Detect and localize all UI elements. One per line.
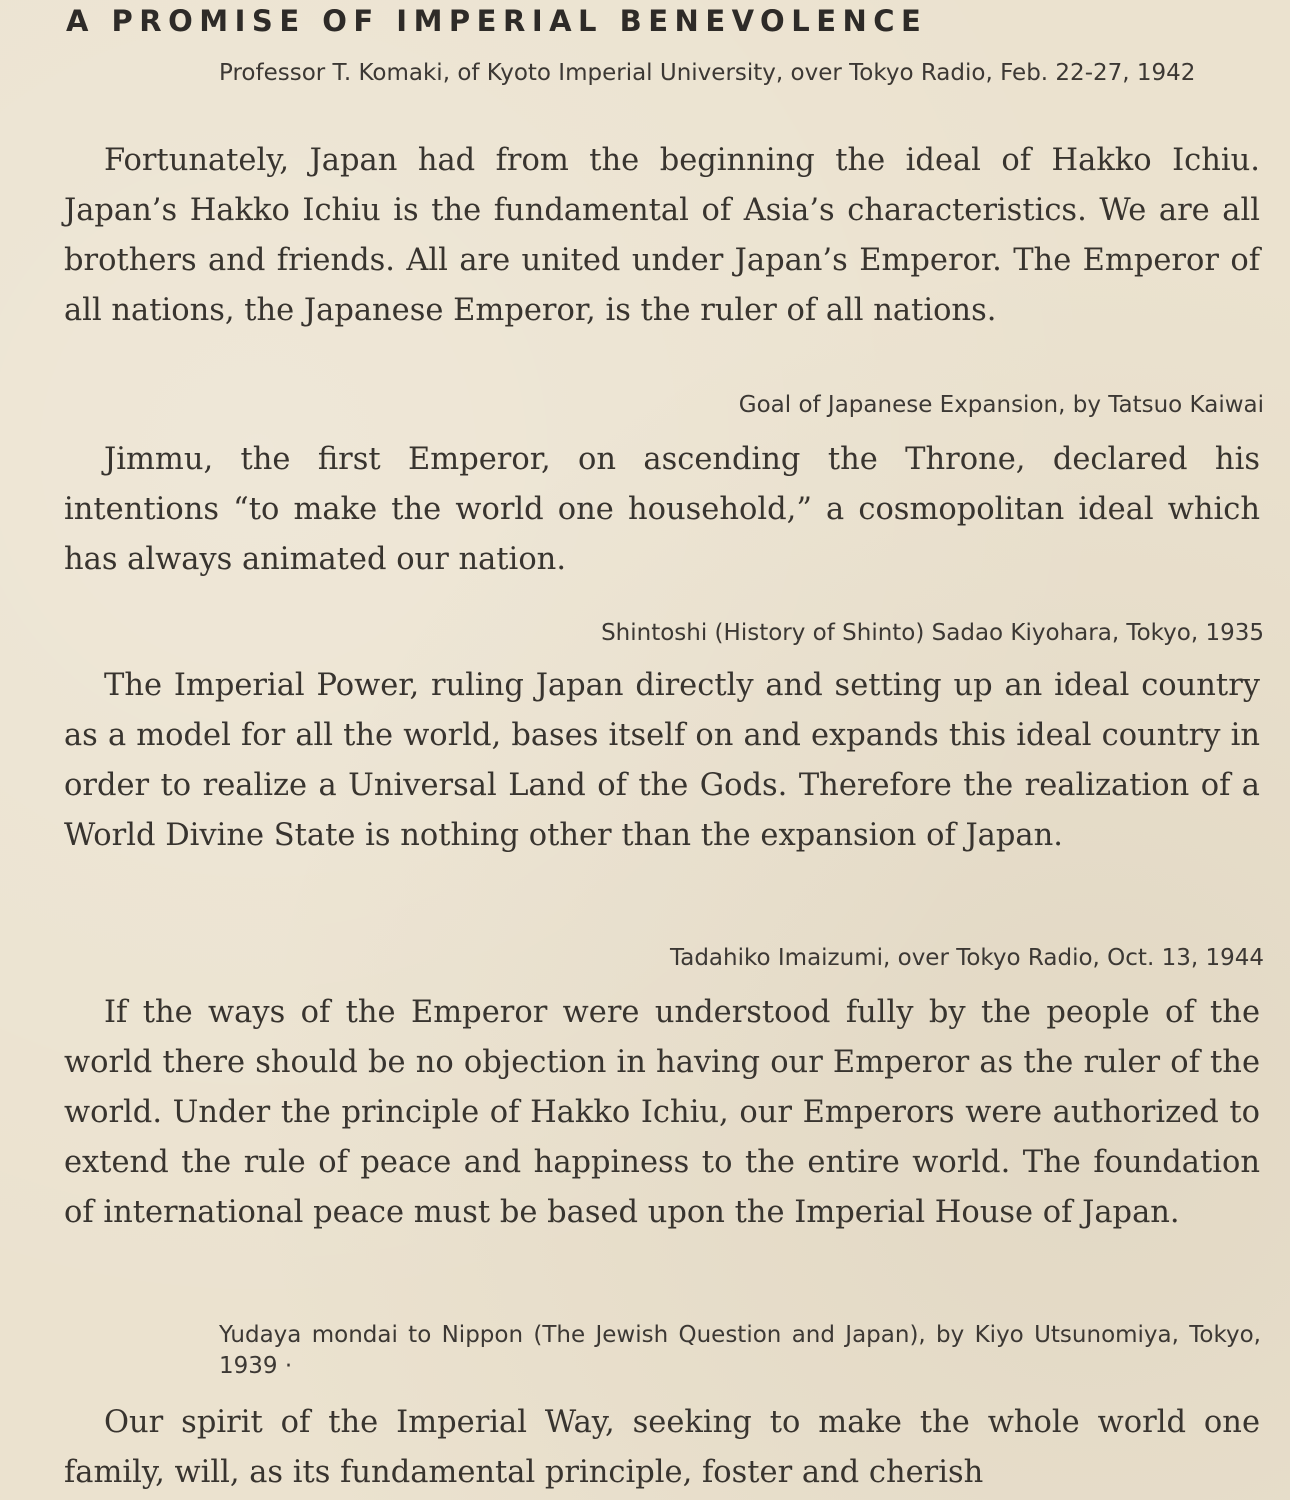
source-citation-imaizumi: Tadahiko Imaizumi, over Tokyo Radio, Oct. 13, 1944 (670, 945, 1264, 971)
quote-paragraph-jimmu: Jimmu, the first Emperor, on ascending the Throne, declared his intentions “to make the world one household,” a cosmopolitan ideal which has always animated our nation. (64, 442, 1260, 577)
source-citation-komaki: Professor T. Komaki, of Kyoto Imperial University, over Tokyo Radio, Feb. 22-27, 1942 (219, 60, 1196, 86)
source-citation-kiyohara: Shintoshi (History of Shinto) Sadao Kiyohara, Tokyo, 1935 (601, 620, 1264, 646)
quote-paragraph-ways-of-emperor: If the ways of the Emperor were understood fully by the people of the world there should be no objection in having our Emperor as the ruler of the world. Under the principle of Hakko Ichiu, our Emperors were authorized to extend the rule of peace and happiness to the entire world. The foundation of international peace must be based upon the Imperial House of Japan. (64, 995, 1260, 1230)
section-heading: A PROMISE OF IMPERIAL BENEVOLENCE (66, 4, 928, 38)
quote-paragraph-hakko-ichiu: Fortunately, Japan had from the beginning the ideal of Hakko Ichiu. Japan’s Hakko Ichiu is the fundamental of Asia’s characteristics. We are all brothers and friends. All are united under Japan’s Emperor. The Emperor of all nations, the Japanese Emperor, is the ruler of all nations. (64, 143, 1260, 328)
quote-paragraph-imperial-power: The Imperial Power, ruling Japan directly and setting up an ideal country as a model for all the world, bases itself on and expands this ideal country in order to realize a Universal Land of the Gods. Therefore the realization of a World Divine State is nothing other than the expansion of Japan. (64, 668, 1260, 853)
quote-paragraph-imperial-way: Our spirit of the Imperial Way, seeking to make the whole world one family, will, as its fundamental principle, foster and cherish (64, 1405, 1260, 1490)
source-citation-utsunomiya: Yudaya mondai to Nippon (The Jewish Question and Japan), by Kiyo Utsunomiya, Tokyo, 1939 · (219, 1322, 1261, 1379)
source-citation-kaiwai: Goal of Japanese Expansion, by Tatsuo Kaiwai (738, 392, 1264, 418)
